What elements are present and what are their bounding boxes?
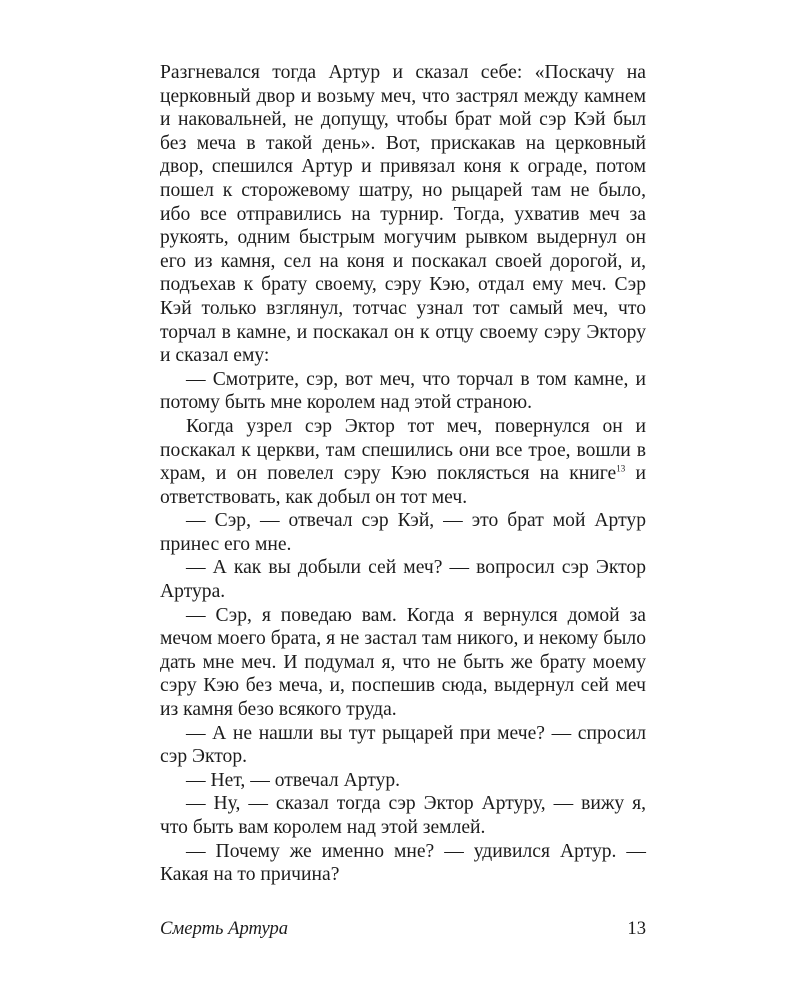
paragraph-9: — Ну, — сказал тогда сэр Эктор Артуру, — вижу я, что быть вам королем над этой землей. bbox=[160, 793, 646, 838]
paragraph-3 bbox=[160, 415, 646, 509]
paragraph-8: — Нет, — отвечал Артур. bbox=[186, 769, 401, 791]
paragraph-6: — Сэр, я поведаю вам. Когда я вернулся домой за мечом моего брата, я не застал там никого, и некому было дать мне меч. И подумал я, что не быть же брату моему сэру Кэю без меча, и, поспешив сюда, выдернул сей меч из камня безо всякого труда. bbox=[160, 604, 646, 721]
paragraph-10: — Почему же именно мне? — удивился Артур. — Какая на то причина? bbox=[160, 840, 646, 886]
paragraph-3-text-a: Когда узрел сэр Эктор тот меч, повернулся он и поскакал к церкви, там спешились они все трое, вошли в храм, и он повелел сэру Кэю поклясться на книге bbox=[160, 415, 646, 485]
paragraph-5: — А как вы добыли сей меч? — вопросил сэр Эктор Артура. bbox=[160, 557, 646, 603]
page-footer bbox=[160, 918, 646, 940]
paragraph-4: — Сэр, — отвечал сэр Кэй, — это брат мой Артур принес его мне. bbox=[160, 510, 646, 555]
paragraph-1: Разгневался тогда Артур и сказал себе: «Поскачу на церковный двор и возьму меч, что застрял между камнем и наковальней, не допущу, чтобы брат мой сэр Кэй был без меча в такой день». Вот, прискакав на церковный двор, спешился Артур и привязал коня к ограде, потом пошел к сторожевому шатру, но рыцарей там не было, ибо все отправились на турнир. Тогда, ухватив меч за рукоять, одним быстрым могучим рывком выдернул он его из камня, сел на коня и поскакал своей дорогой, и, подъехав к брату своему, сэру Кэю, отдал ему меч. Сэр Кэй только взглянул, тотчас узнал тот самый меч, что торчал в камне, и поскакал он к отцу своему сэру Эктору и сказал ему: bbox=[160, 62, 646, 367]
page-body bbox=[160, 61, 646, 887]
paragraph-7: — А не нашли вы тут рыцарей при мече? — спросил сэр Эктор. bbox=[160, 722, 646, 768]
footnote-marker[interactable]: 13 bbox=[616, 463, 626, 474]
paragraph-3-text-b: и ответствовать, как добыл он тот меч. bbox=[160, 463, 646, 508]
paragraph-2: — Смотрите, сэр, вот меч, что торчал в том камне, и потому быть мне королем над этой страною. bbox=[160, 368, 646, 414]
running-title: Смерть Артура bbox=[160, 918, 289, 939]
page-number: 13 bbox=[627, 918, 646, 939]
